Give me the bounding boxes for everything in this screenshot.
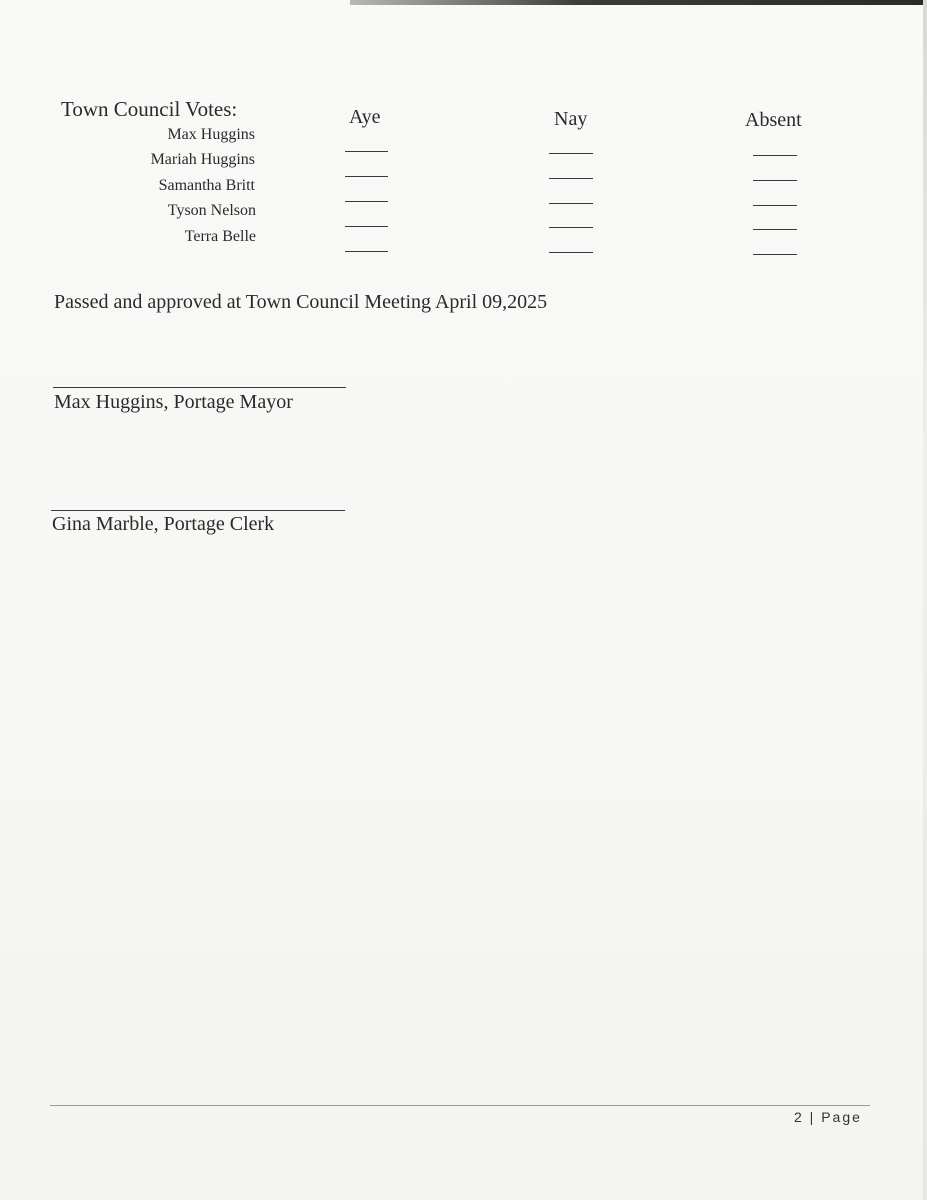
signature-line-mayor — [53, 387, 346, 388]
member-name: Terra Belle — [184, 228, 256, 245]
member-name: Mariah Huggins — [150, 151, 255, 168]
page-number: 2 | Page — [794, 1109, 862, 1125]
vote-blank-aye — [345, 251, 388, 252]
column-header-aye: Aye — [349, 106, 381, 128]
signature-name-clerk: Gina Marble, Portage Clerk — [52, 513, 275, 535]
vote-blank-absent — [753, 155, 797, 156]
member-name: Tyson Nelson — [167, 202, 256, 219]
vote-blank-absent — [753, 254, 797, 255]
scan-edge-top — [350, 0, 927, 5]
vote-blank-absent — [753, 180, 797, 181]
vote-blank-aye — [345, 176, 388, 177]
vote-blank-nay — [549, 153, 593, 154]
vote-blank-aye — [345, 226, 388, 227]
footer-rule — [50, 1105, 870, 1106]
vote-blank-nay — [549, 178, 593, 179]
vote-blank-aye — [345, 151, 388, 152]
vote-blank-absent — [753, 229, 797, 230]
column-header-absent: Absent — [745, 109, 802, 131]
vote-blank-nay — [549, 203, 593, 204]
scan-edge-right — [923, 0, 927, 1200]
votes-title: Town Council Votes: — [61, 97, 238, 121]
vote-blank-nay — [549, 252, 593, 253]
member-name: Samantha Britt — [158, 177, 255, 194]
vote-blank-absent — [753, 205, 797, 206]
signature-line-clerk — [51, 510, 345, 511]
vote-blank-aye — [345, 201, 388, 202]
approval-statement: Passed and approved at Town Council Meeting April 09,2025 — [54, 291, 548, 313]
signature-name-mayor: Max Huggins, Portage Mayor — [54, 391, 293, 413]
column-header-nay: Nay — [554, 108, 588, 130]
vote-blank-nay — [549, 227, 593, 228]
member-name: Max Huggins — [167, 126, 255, 143]
